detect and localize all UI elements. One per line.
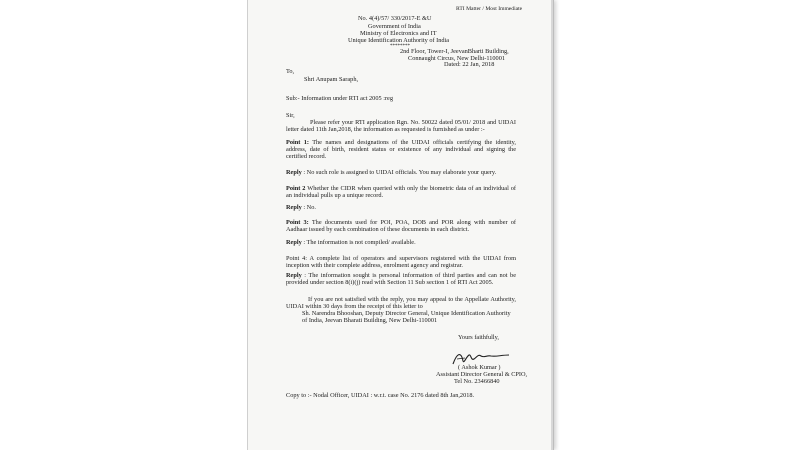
org-line-2: Ministry of Electronics and IT: [360, 30, 437, 37]
reply-3-label: Reply: [286, 239, 302, 246]
reply-2-text: : No.: [301, 204, 316, 211]
reply-4: [286, 272, 516, 286]
signatory-telephone: Tel No. 23466840: [454, 378, 500, 385]
reply-1-text: : No such role is assigned to UIDAI officials. You may elaborate your query.: [301, 169, 497, 176]
priority-stamp: RTI Matter / Most Immediate: [456, 6, 523, 12]
address-line-1: 2nd Floor, Tower-I, JeevanBharti Building,: [400, 48, 509, 55]
to-label: To,: [286, 68, 295, 75]
signatory-designation: Assistant Director General & CPIO,: [436, 371, 528, 378]
org-line-3: Unique Identification Authority of India: [348, 37, 450, 44]
point-2-text: Whether the CIDR when queried with only the biometric data of an individual of an individual pulls up a unique record.: [286, 185, 516, 200]
reference-number: No. 4(4)/57/ 330/2017-E &U: [358, 15, 432, 22]
intro-paragraph: Please refer your RTI application Rgn. No. 50022 dated 05/01/ 2018 and UIDAI letter dated 11th Jan,2018, the information as requested is furnished as under :-: [286, 119, 516, 134]
org-line-1: Government of India: [368, 23, 421, 30]
reply-4-label: Reply: [286, 272, 302, 279]
reply-3: [286, 239, 516, 246]
point-1-text: The names and designations of the UIDAI officials certifying the identity, address, date of birth, resident status or existence of any individual and signing the certified record.: [286, 139, 516, 161]
point-2-label: Point 2: [286, 185, 306, 192]
yours-faithfully: Yours faithfully,: [458, 334, 499, 341]
appellate-authority: Sh. Narendra Bhooshan, Deputy Director General, Unique Identification Authority of India, Jeevan Bharati Building, New Delhi-110001: [302, 310, 511, 325]
letter-page: [248, 0, 553, 450]
reply-2-label: Reply: [286, 204, 302, 211]
recipient-name: Shri Anupam Saraph,: [304, 76, 359, 83]
copy-to: Copy to :- Nodal Officer, UIDAI : w.r.t. case No. 2176 dated 8th Jan,2018.: [286, 392, 475, 399]
org-line-4: ********: [390, 44, 410, 49]
signatory-name: ( Ashok Kumar ): [458, 364, 501, 371]
reply-1: [286, 169, 516, 176]
reply-3-text: : The information is not compiled/ available.: [301, 239, 416, 246]
appeal-paragraph: If you are not satisfied with the reply, you may appeal to the Appellate Authority, UIDAI within 30 days from the receipt of this letter to: [286, 296, 516, 311]
point-4-text: Point 4: A complete list of operators and supervisors registered with the UIDAI from inception with their complete address, enrolment agency and registrar.: [286, 255, 516, 270]
address-line-2: Connaught Circus, New Delhi-110001: [408, 55, 506, 62]
page-edge: [551, 0, 553, 450]
point-4: [286, 255, 516, 269]
point-3-label: Point 3:: [286, 219, 309, 226]
point-3-text: The documents used for POI, POA, DOB and POR along with number of Aadhaar issued by each combination of these documents in each district.: [286, 219, 516, 234]
salutation: Sir,: [286, 112, 295, 119]
reply-4-text: : The information sought is personal information of third parties and can not be provided under section 8(i)(j) read with Section 11 Sub section 1 of RTI Act 2005.: [286, 272, 516, 287]
point-1-label: Point 1:: [286, 139, 309, 146]
reply-1-label: Reply: [286, 169, 302, 176]
point-3: [286, 219, 516, 233]
point-1: [286, 139, 516, 161]
reply-2: [286, 204, 516, 211]
point-2: [286, 185, 516, 199]
letter-date: Dated: 22 Jan, 2018: [444, 61, 495, 68]
subject-line: Sub:- Information under RTI act 2005 :reg: [286, 95, 393, 102]
